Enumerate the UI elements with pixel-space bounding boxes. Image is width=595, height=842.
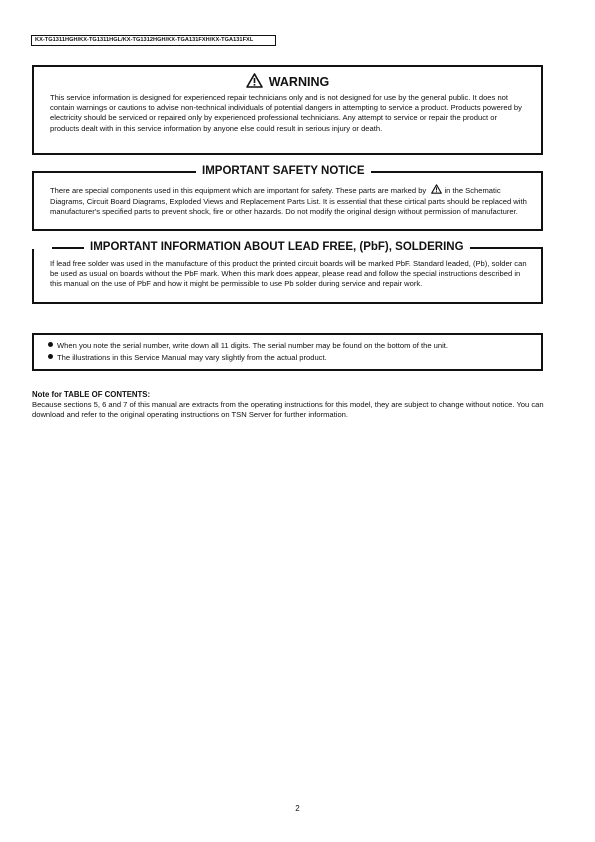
safety-notice-box: [32, 165, 543, 231]
toc-note-text: Because sections 5, 6 and 7 of this manual are extracts from the operating instructions for this model, they are subject to change without notice. You can download and refer to the original operating instructions on TSN Server for further information.: [32, 400, 544, 420]
safety-notice-text: [50, 184, 529, 218]
model-numbers-header: KX-TG1311HGH/KX-TG1311HGL/KX-TG1312HGH/KX-TGA131FXH/KX-TGA131FXL: [31, 35, 276, 46]
safety-notice-title: IMPORTANT SAFETY NOTICE: [196, 164, 371, 178]
list-item: [48, 353, 327, 363]
lead-free-title: IMPORTANT INFORMATION ABOUT LEAD FREE, (PbF), SOLDERING: [84, 240, 470, 254]
bullet-icon: [48, 354, 53, 359]
warning-box: [32, 65, 543, 155]
warning-heading: [34, 73, 541, 91]
notes-box: [32, 333, 543, 371]
page-number: 2: [295, 804, 300, 813]
warning-triangle-icon: [431, 184, 442, 197]
lead-free-box: [32, 241, 543, 304]
safety-notice-text-start: There are special components used in this equipment which are important for safety. These parts are marked by: [50, 186, 427, 195]
note-text: The illustrations in this Service Manual may vary slightly from the actual product.: [57, 353, 327, 362]
note-text: When you note the serial number, write down all 11 digits. The serial number may be found on the bottom of the unit.: [57, 341, 449, 350]
lead-free-text: If lead free solder was used in the manufacture of this product the printed circuit boards will be marked PbF. Standard leaded, (Pb), solder can be used as usual on boards without the PbF mark. When this mark does appear, please read and follow the special instructions described in this manual on the use of PbF and how it might be permissible to use Pb solder during service and repair work.: [50, 259, 527, 289]
warning-triangle-icon: [246, 73, 263, 91]
lead-free-border-gap: [32, 247, 52, 249]
warning-text: This service information is designed for experienced repair technicians only and is not designed for use by the general public. It does not contain warnings or cautions to advise non-technical individuals of potential dangers in attempting to service a product. Products powered by electricity should be serviced or repaired only by experienced professional technicians. Any attempt to service or repair the product or products dealt with in this service information by anyone else could result in serious injury or death.: [50, 93, 522, 133]
bullet-icon: [48, 342, 53, 347]
toc-note: [32, 390, 552, 420]
warning-title: WARNING: [268, 75, 330, 89]
list-item: [48, 341, 448, 351]
safety-notice-text-end: in the Schematic Diagrams, Circuit Board Diagrams, Exploded Views and Replacement Parts List. It is essential that these cirtical parts should be replaced with manufacturer's specified parts to prevent shock, fire or other hazards. Do not modify the original design without permission of manufacturer.: [50, 186, 527, 217]
toc-note-title: Note for TABLE OF CONTENTS:: [32, 390, 151, 399]
